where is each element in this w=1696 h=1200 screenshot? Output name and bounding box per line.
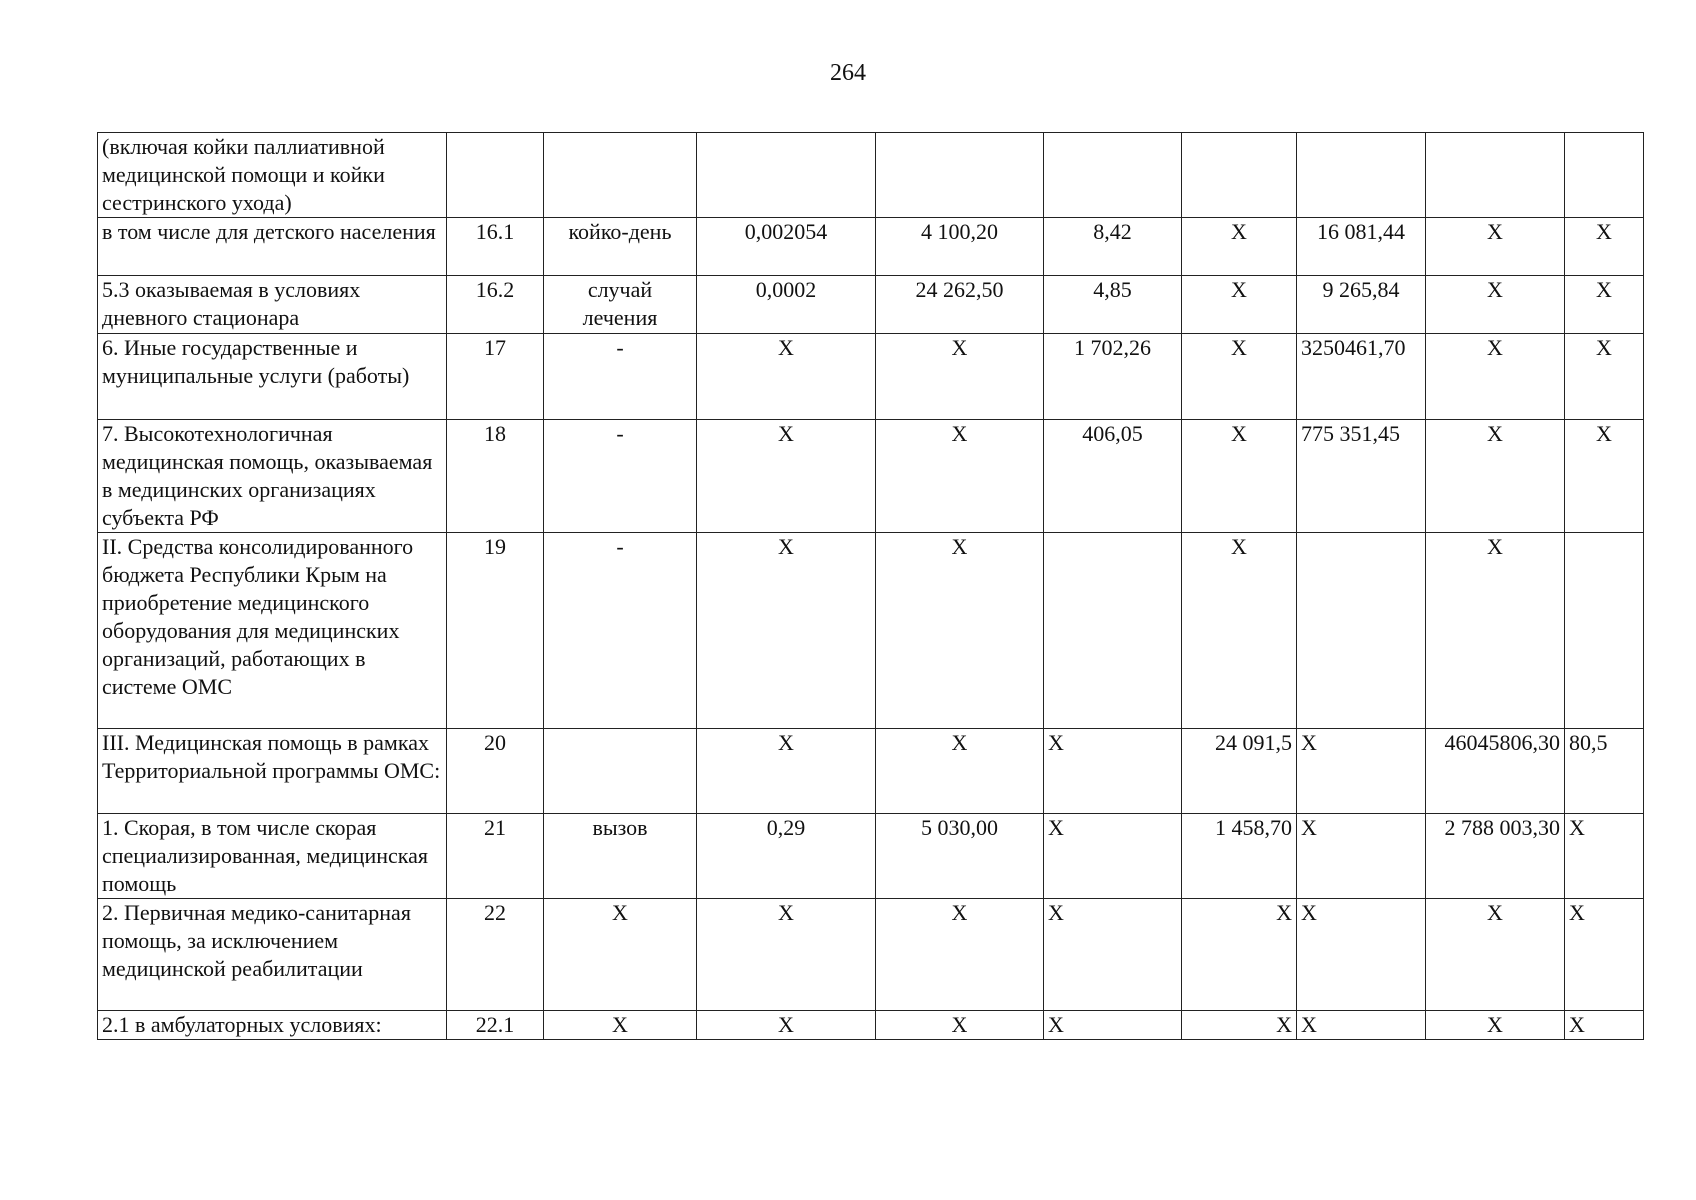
- row-volume: X: [697, 729, 876, 814]
- row-total-budget: X: [1297, 1011, 1426, 1040]
- budget-table: [97, 132, 1644, 1040]
- row-name: 2. Первичная медико-санитарная помощь, за исключением медицинской реабилитации: [98, 899, 447, 1011]
- row-cost: X: [876, 533, 1044, 729]
- row-line-number: 22.1: [447, 1011, 544, 1040]
- row-cost: 5 030,00: [876, 814, 1044, 899]
- row-total-oms: X: [1426, 218, 1565, 276]
- row-unit: -: [544, 420, 697, 533]
- row-per-capita-oms: [1182, 133, 1297, 218]
- row-cost: X: [876, 1011, 1044, 1040]
- table-row: [98, 218, 1644, 276]
- row-line-number: 21: [447, 814, 544, 899]
- row-total-oms: X: [1426, 533, 1565, 729]
- row-unit: вызов: [544, 814, 697, 899]
- row-per-capita-budget: 1 702,26: [1044, 334, 1182, 420]
- row-percent: X: [1565, 276, 1644, 334]
- row-cost: X: [876, 729, 1044, 814]
- row-name: 2.1 в амбулаторных условиях:: [98, 1011, 447, 1040]
- table-row: [98, 420, 1644, 533]
- row-line-number: 22: [447, 899, 544, 1011]
- row-name: 1. Скорая, в том числе скорая специализированная, медицинская помощь: [98, 814, 447, 899]
- row-volume: X: [697, 420, 876, 533]
- row-name: (включая койки паллиативной медицинской помощи и койки сестринского ухода): [98, 133, 447, 218]
- row-unit: -: [544, 334, 697, 420]
- row-cost: 4 100,20: [876, 218, 1044, 276]
- row-name: в том числе для детского населения: [98, 218, 447, 276]
- row-total-oms: X: [1426, 276, 1565, 334]
- row-total-oms: X: [1426, 334, 1565, 420]
- row-line-number: [447, 133, 544, 218]
- row-percent: X: [1565, 814, 1644, 899]
- row-cost: X: [876, 899, 1044, 1011]
- row-per-capita-budget: 4,85: [1044, 276, 1182, 334]
- row-cost: 24 262,50: [876, 276, 1044, 334]
- row-per-capita-oms: 24 091,5: [1182, 729, 1297, 814]
- row-total-budget: [1297, 533, 1426, 729]
- row-name: II. Средства консолидированного бюджета Республики Крым на приобретение медицинского оборудования для медицинских организаций, работающих в системе ОМС: [98, 533, 447, 729]
- row-percent: X: [1565, 218, 1644, 276]
- table-row: [98, 729, 1644, 814]
- row-per-capita-oms: 1 458,70: [1182, 814, 1297, 899]
- row-volume: 0,002054: [697, 218, 876, 276]
- table-row: [98, 899, 1644, 1011]
- row-per-capita-budget: X: [1044, 814, 1182, 899]
- row-percent: 80,5: [1565, 729, 1644, 814]
- row-total-budget: X: [1297, 729, 1426, 814]
- row-total-oms: 46045806,30: [1426, 729, 1565, 814]
- row-per-capita-oms: X: [1182, 276, 1297, 334]
- row-volume: 0,0002: [697, 276, 876, 334]
- row-volume: [697, 133, 876, 218]
- row-per-capita-budget: 8,42: [1044, 218, 1182, 276]
- row-per-capita-oms: X: [1182, 420, 1297, 533]
- row-name: III. Медицинская помощь в рамках Территориальной программы ОМС:: [98, 729, 447, 814]
- row-unit: койко-день: [544, 218, 697, 276]
- row-volume: X: [697, 533, 876, 729]
- row-line-number: 20: [447, 729, 544, 814]
- row-total-budget: 775 351,45: [1297, 420, 1426, 533]
- row-total-oms: X: [1426, 899, 1565, 1011]
- row-per-capita-budget: 406,05: [1044, 420, 1182, 533]
- row-total-budget: 3250461,70: [1297, 334, 1426, 420]
- row-percent: X: [1565, 899, 1644, 1011]
- row-name: 7. Высокотехнологичная медицинская помощь, оказываемая в медицинских организациях субъекта РФ: [98, 420, 447, 533]
- row-total-budget: X: [1297, 899, 1426, 1011]
- row-total-budget: [1297, 133, 1426, 218]
- table-row: [98, 814, 1644, 899]
- row-total-oms: [1426, 133, 1565, 218]
- row-total-budget: X: [1297, 814, 1426, 899]
- row-cost: X: [876, 420, 1044, 533]
- row-line-number: 16.2: [447, 276, 544, 334]
- page-number: 264: [830, 60, 866, 86]
- table-row: [98, 334, 1644, 420]
- row-unit: [544, 133, 697, 218]
- row-name: 6. Иные государственные и муниципальные услуги (работы): [98, 334, 447, 420]
- row-per-capita-oms: X: [1182, 218, 1297, 276]
- row-per-capita-budget: [1044, 533, 1182, 729]
- table-row: [98, 533, 1644, 729]
- row-cost: X: [876, 334, 1044, 420]
- row-unit: случай лечения: [544, 276, 697, 334]
- table-row: [98, 133, 1644, 218]
- row-name: 5.3 оказываемая в условиях дневного стационара: [98, 276, 447, 334]
- row-line-number: 18: [447, 420, 544, 533]
- row-total-oms: X: [1426, 420, 1565, 533]
- row-unit: [544, 729, 697, 814]
- row-percent: X: [1565, 1011, 1644, 1040]
- row-volume: 0,29: [697, 814, 876, 899]
- row-unit: X: [544, 899, 697, 1011]
- row-per-capita-budget: X: [1044, 729, 1182, 814]
- row-per-capita-budget: X: [1044, 899, 1182, 1011]
- row-per-capita-budget: X: [1044, 1011, 1182, 1040]
- row-percent: X: [1565, 334, 1644, 420]
- table-row: [98, 276, 1644, 334]
- row-cost: [876, 133, 1044, 218]
- row-volume: X: [697, 1011, 876, 1040]
- row-volume: X: [697, 899, 876, 1011]
- table-row: [98, 1011, 1644, 1040]
- row-volume: X: [697, 334, 876, 420]
- row-percent: [1565, 133, 1644, 218]
- row-total-budget: 9 265,84: [1297, 276, 1426, 334]
- row-total-oms: 2 788 003,30: [1426, 814, 1565, 899]
- row-percent: [1565, 533, 1644, 729]
- row-per-capita-oms: X: [1182, 1011, 1297, 1040]
- row-line-number: 19: [447, 533, 544, 729]
- row-unit: X: [544, 1011, 697, 1040]
- row-total-budget: 16 081,44: [1297, 218, 1426, 276]
- row-line-number: 17: [447, 334, 544, 420]
- row-per-capita-oms: X: [1182, 899, 1297, 1011]
- row-per-capita-budget: [1044, 133, 1182, 218]
- row-line-number: 16.1: [447, 218, 544, 276]
- row-per-capita-oms: X: [1182, 533, 1297, 729]
- row-unit: -: [544, 533, 697, 729]
- row-per-capita-oms: X: [1182, 334, 1297, 420]
- row-total-oms: X: [1426, 1011, 1565, 1040]
- row-percent: X: [1565, 420, 1644, 533]
